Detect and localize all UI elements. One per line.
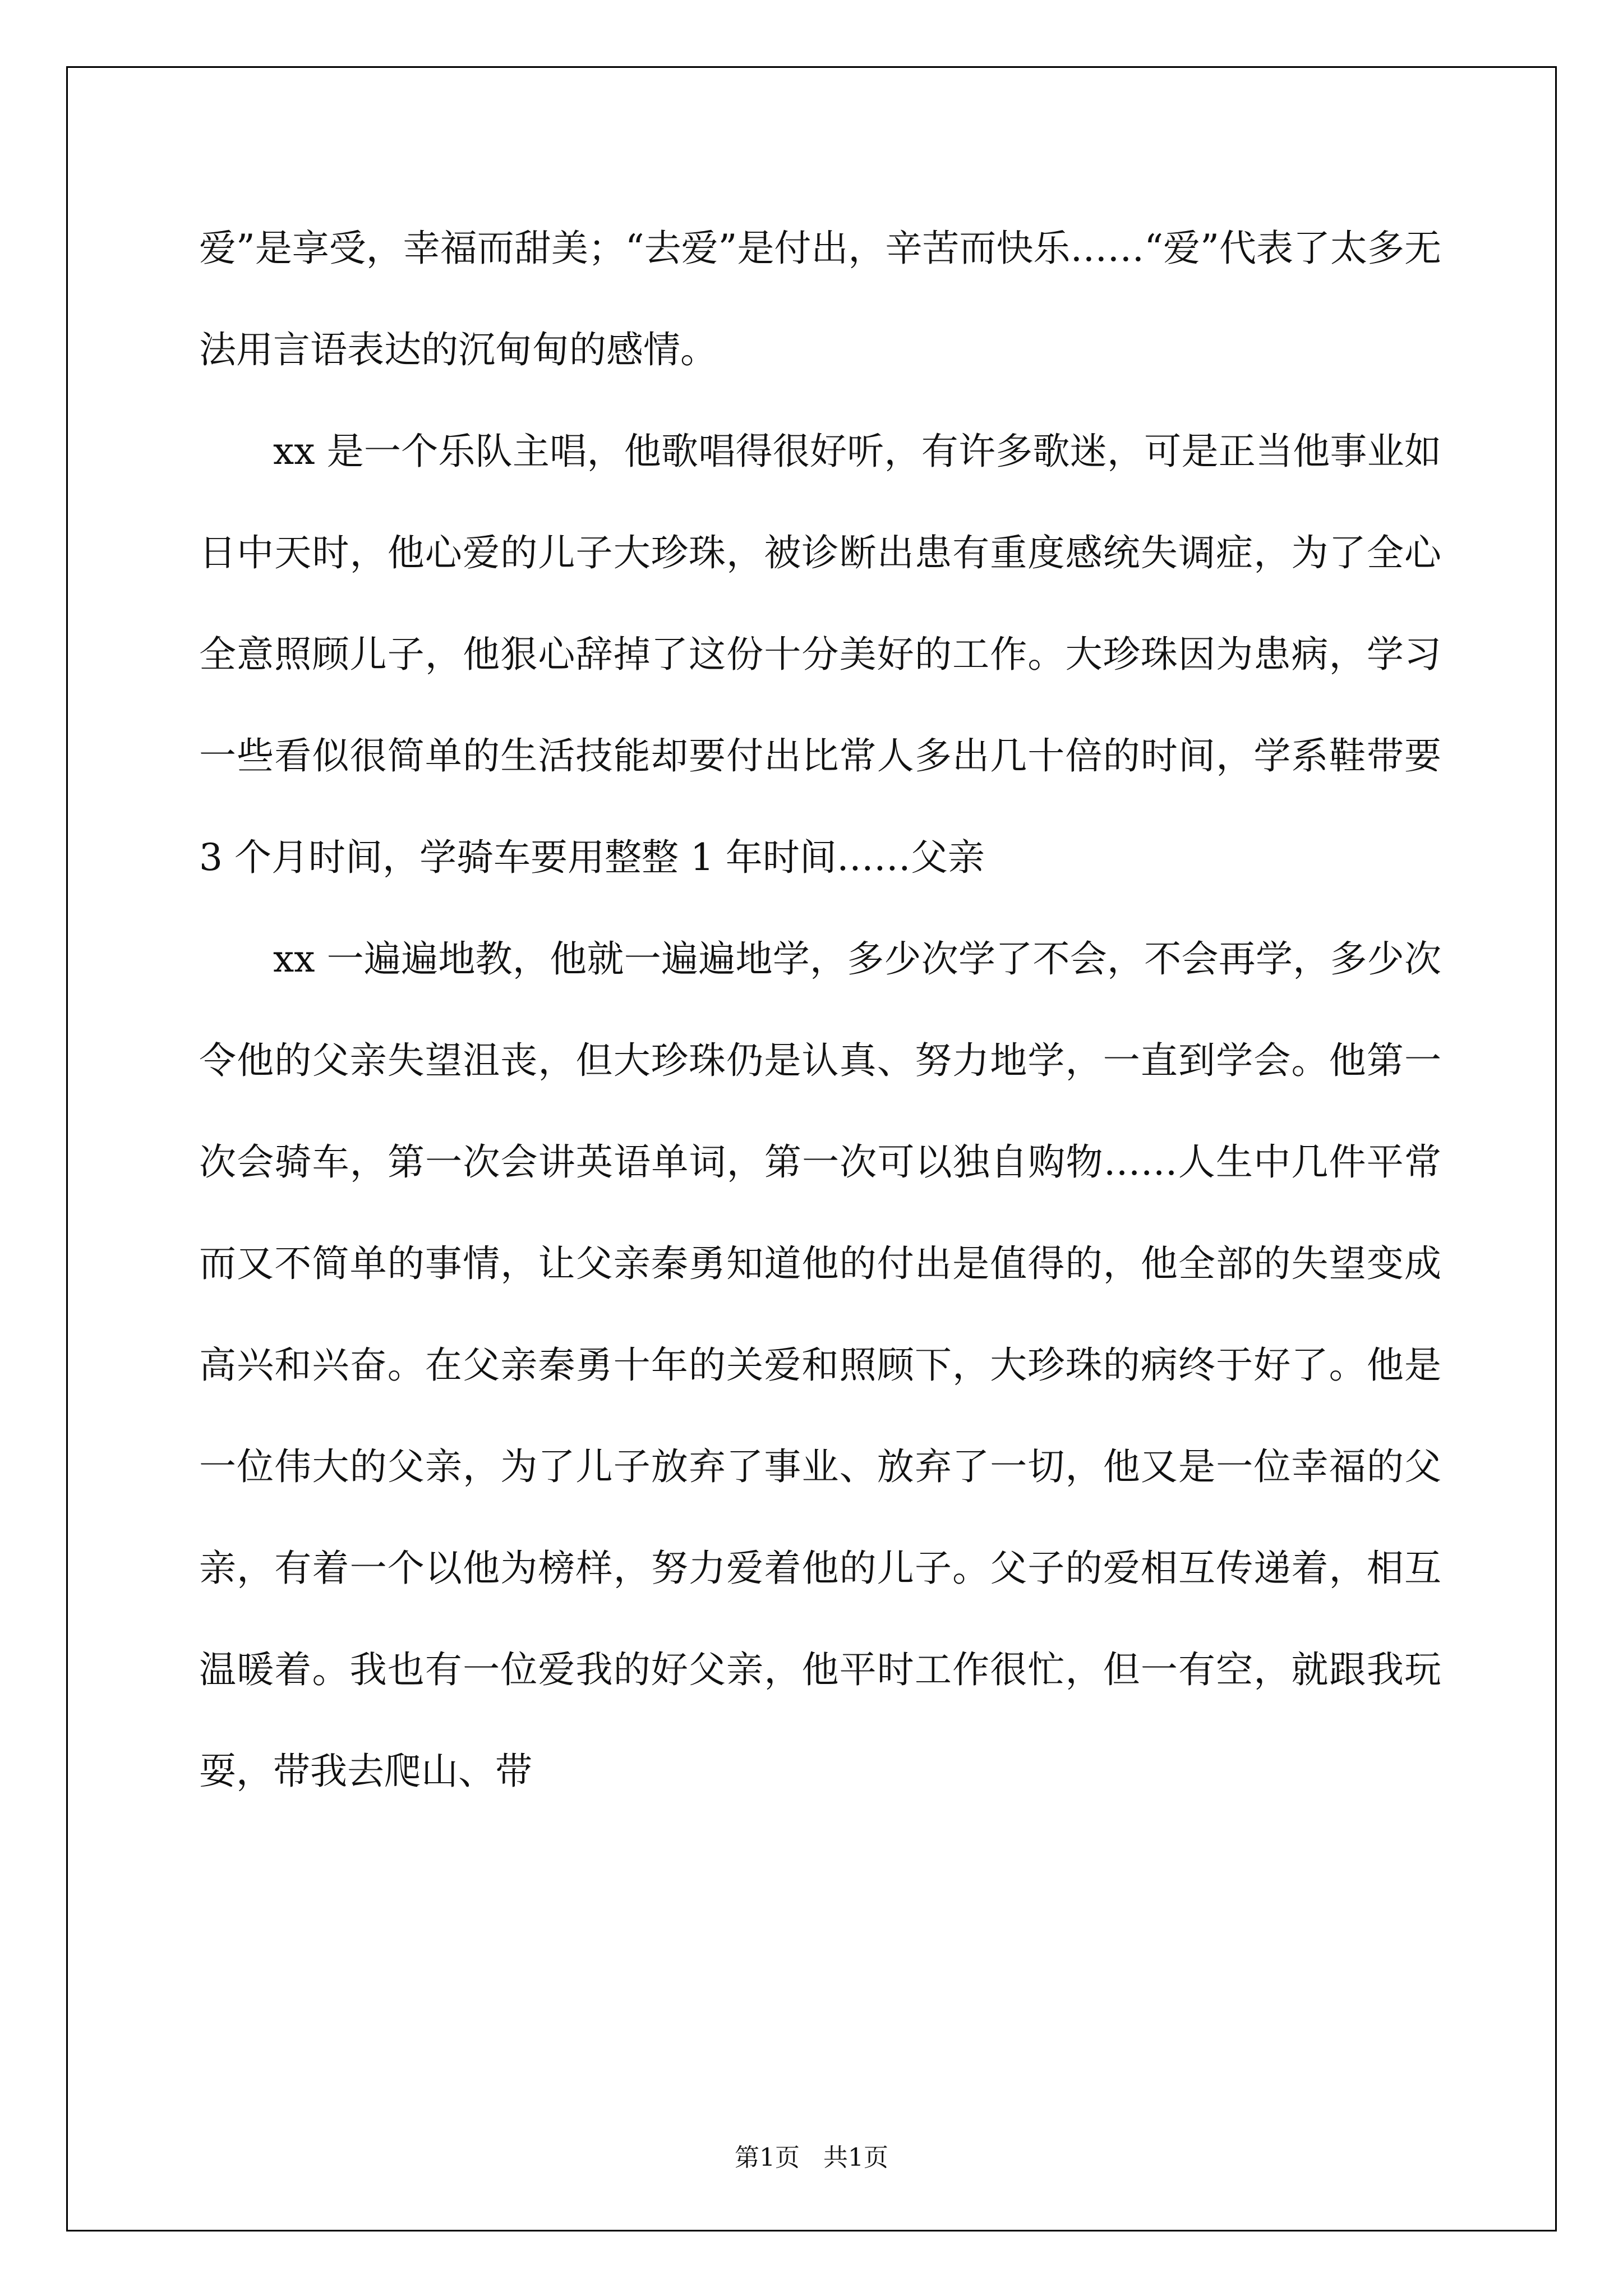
paragraph-2: xx 是一个乐队主唱，他歌唱得很好听，有许多歌迷，可是正当他事业如日中天时，他心爱的儿子大珍珠，被诊断出患有重度感统失调症，为了全心全意照顾儿子，他狠心辞掉了这份十分美好的工作。大珍珠因为患病，学习一些看似很简单的生活技能却要付出比常人多出几十倍的时间，学系鞋带要 3 个月时间，学骑车要用整整 1 年时间……父亲 <box>199 430 1453 879</box>
document-body <box>199 197 1453 1822</box>
paragraph-1: 爱”是享受，幸福而甜美；“去爱”是付出，辛苦而快乐……“爱”代表了太多无法用言语表达的沉甸甸的感情。 <box>199 227 1441 371</box>
paragraph-3: xx 一遍遍地教，他就一遍遍地学，多少次学了不会，不会再学，多少次令他的父亲失望沮丧，但大珍珠仍是认真、努力地学，一直到学会。他第一次会骑车，第一次会讲英语单词，第一次可以独自购物……人生中几件平常而又不简单的事情，让父亲秦勇知道他的付出是值得的，他全部的失望变成高兴和兴奋。在父亲秦勇十年的关爱和照顾下，大珍珠的病终于好了。他是一位伟大的父亲，为了儿子放弃了事业、放弃了一切，他又是一位幸福的父亲，有着一个以他为榜样，努力爱着他的儿子。父子的爱相互传递着，相互温暖着。我也有一位爱我的好父亲，他平时工作很忙，但一有空，就跟我玩耍，带我去爬山、带 <box>199 937 1441 1793</box>
page-footer: 第1页 共1页 <box>735 2143 888 2172</box>
